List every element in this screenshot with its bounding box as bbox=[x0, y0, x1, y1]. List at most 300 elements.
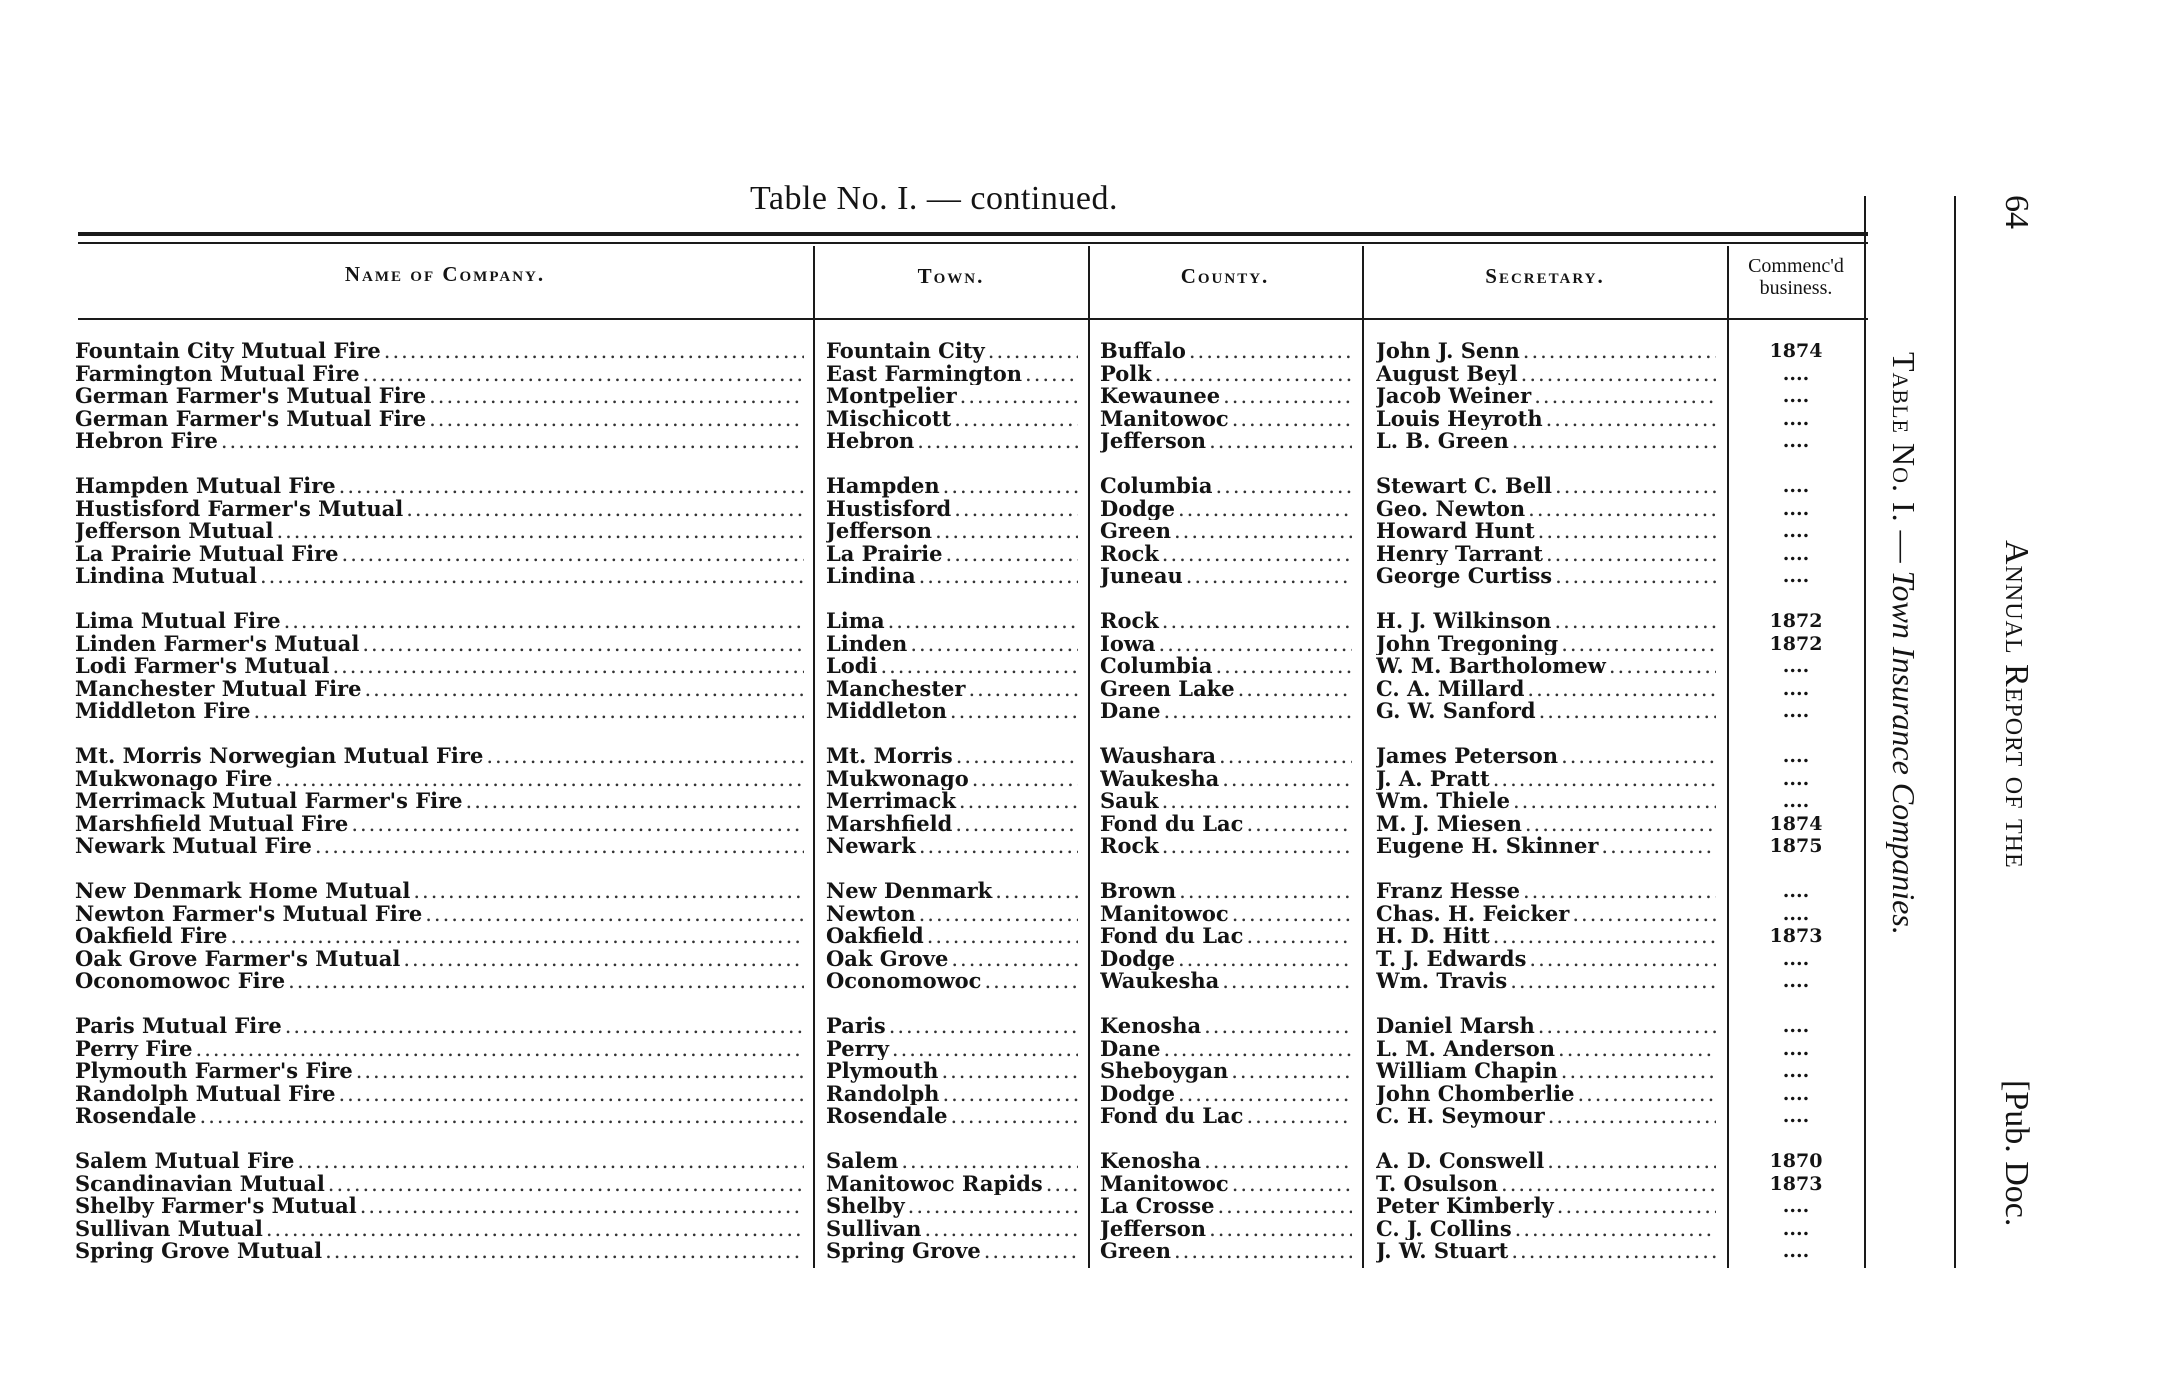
company-name-cell-text: German Farmer's Mutual Fire bbox=[75, 385, 427, 408]
company-name-cell-text: Salem Mutual Fire bbox=[75, 1150, 295, 1173]
town-cell bbox=[826, 880, 1084, 903]
town-cell bbox=[826, 1105, 1084, 1128]
row-group bbox=[1376, 340, 1722, 453]
town-cell-text: Perry bbox=[826, 1037, 889, 1060]
dot-leader bbox=[1025, 363, 1078, 386]
secretary-cell-text: C. J. Collins bbox=[1376, 1217, 1512, 1240]
town-cell-text: Mukwonago bbox=[826, 767, 969, 790]
company-name-cell-text: Randolph Mutual Fire bbox=[75, 1082, 336, 1105]
row-group bbox=[1735, 880, 1857, 993]
dot-leader bbox=[943, 475, 1078, 498]
dot-leader bbox=[1561, 633, 1716, 656]
running-head-title: Annual Report of the bbox=[1998, 540, 2035, 869]
company-name-cell-text: German Farmer's Mutual Fire bbox=[75, 407, 427, 430]
town-cell bbox=[826, 1150, 1084, 1173]
secretary-cell bbox=[1376, 543, 1722, 566]
company-name-cell-text: Newton Farmer's Mutual Fire bbox=[75, 902, 423, 925]
dot-leader bbox=[919, 903, 1078, 926]
town-cell bbox=[826, 385, 1084, 408]
county-cell-text: Kenosha bbox=[1100, 1150, 1202, 1173]
commenced-cell-text: 1874 bbox=[1769, 340, 1823, 362]
company-name-cell bbox=[75, 768, 810, 791]
secretary-cell bbox=[1376, 903, 1722, 926]
dot-leader bbox=[954, 498, 1078, 521]
dot-leader bbox=[1204, 1150, 1352, 1173]
town-cell-text: Oakfield bbox=[826, 925, 924, 948]
county-cell bbox=[1100, 1240, 1358, 1263]
secretary-cell bbox=[1376, 745, 1722, 768]
company-name-cell bbox=[75, 925, 810, 948]
secretary-cell bbox=[1376, 970, 1722, 993]
company-name-cell-text: Linden Farmer's Mutual bbox=[75, 632, 360, 655]
commenced-cell-text: .... bbox=[1782, 745, 1810, 767]
company-name-cell-text: Mt. Morris Norwegian Mutual Fire bbox=[75, 745, 484, 768]
secretary-cell bbox=[1376, 790, 1722, 813]
dot-leader bbox=[1510, 970, 1716, 993]
dot-leader bbox=[919, 565, 1078, 588]
company-name-cell-text: Manchester Mutual Fire bbox=[75, 677, 362, 700]
company-name-cell bbox=[75, 1195, 810, 1218]
row-group bbox=[75, 475, 810, 588]
dot-leader bbox=[1528, 498, 1716, 521]
dot-leader bbox=[486, 745, 804, 768]
dot-leader bbox=[1527, 678, 1716, 701]
county-cell bbox=[1100, 970, 1358, 993]
header-commenced-business bbox=[1726, 255, 1866, 299]
county-cell bbox=[1100, 1060, 1358, 1083]
commenced-cell bbox=[1735, 948, 1857, 971]
commenced-cell bbox=[1735, 835, 1857, 858]
company-name-cell bbox=[75, 363, 810, 386]
dot-leader bbox=[1219, 745, 1352, 768]
dot-leader bbox=[917, 430, 1078, 453]
company-name-cell-text: Newark Mutual Fire bbox=[75, 835, 312, 858]
commenced-cell bbox=[1735, 925, 1857, 948]
dot-leader bbox=[1529, 948, 1716, 971]
county-cell-text: Polk bbox=[1100, 362, 1152, 385]
company-name-cell-text: Middleton Fire bbox=[75, 700, 251, 723]
secretary-cell-text: T. Osulson bbox=[1376, 1172, 1499, 1195]
secretary-cell bbox=[1376, 340, 1722, 363]
commenced-cell-text: .... bbox=[1782, 1217, 1810, 1240]
dot-leader bbox=[363, 363, 804, 386]
county-cell-text: Fond du Lac bbox=[1100, 925, 1244, 948]
dot-leader bbox=[946, 543, 1078, 566]
company-name-cell bbox=[75, 565, 810, 588]
column-company-names bbox=[75, 340, 810, 1285]
county-cell bbox=[1100, 813, 1358, 836]
secretary-cell-text: Daniel Marsh bbox=[1376, 1015, 1535, 1038]
commenced-cell-text: 1873 bbox=[1769, 1172, 1823, 1195]
town-cell-text: Hebron bbox=[826, 430, 915, 453]
dot-leader bbox=[1159, 633, 1352, 656]
dot-leader bbox=[325, 1240, 804, 1263]
dot-leader bbox=[413, 880, 804, 903]
commenced-cell bbox=[1735, 1150, 1857, 1173]
company-name-cell bbox=[75, 1105, 810, 1128]
town-cell bbox=[826, 813, 1084, 836]
secretary-cell-text: August Beyl bbox=[1376, 362, 1518, 385]
row-group bbox=[826, 1015, 1084, 1128]
company-name-cell bbox=[75, 813, 810, 836]
secretary-cell-text: A. D. Conswell bbox=[1376, 1150, 1545, 1173]
town-cell bbox=[826, 1060, 1084, 1083]
dot-leader bbox=[260, 565, 804, 588]
commenced-cell bbox=[1735, 430, 1857, 453]
top-rule-thin bbox=[78, 242, 1868, 244]
dot-leader bbox=[342, 543, 804, 566]
county-cell-text: Fond du Lac bbox=[1100, 812, 1244, 835]
dot-leader bbox=[1572, 903, 1716, 926]
town-cell-text: Randolph bbox=[826, 1082, 940, 1105]
dot-leader bbox=[1215, 655, 1352, 678]
commenced-cell-text: 1872 bbox=[1769, 632, 1823, 655]
dot-leader bbox=[425, 903, 804, 926]
dot-leader bbox=[942, 1083, 1078, 1106]
town-cell-text: Mt. Morris bbox=[826, 745, 953, 768]
company-name-cell bbox=[75, 520, 810, 543]
header-town: Town. bbox=[917, 264, 985, 288]
county-cell-text: Manitowoc bbox=[1100, 1172, 1229, 1195]
dot-leader bbox=[1538, 1015, 1716, 1038]
town-cell bbox=[826, 475, 1084, 498]
town-cell-text: La Prairie bbox=[826, 542, 943, 565]
row-group bbox=[1100, 880, 1358, 993]
row-group bbox=[1735, 610, 1857, 723]
row-group bbox=[75, 745, 810, 858]
dot-leader bbox=[1162, 790, 1352, 813]
town-cell-text: Plymouth bbox=[826, 1060, 939, 1083]
dot-leader bbox=[1162, 543, 1352, 566]
company-name-cell-text: Hustisford Farmer's Mutual bbox=[75, 497, 404, 520]
row-group bbox=[1735, 1015, 1857, 1128]
commenced-cell-text: .... bbox=[1782, 362, 1810, 385]
commenced-cell bbox=[1735, 1240, 1857, 1263]
secretary-cell bbox=[1376, 1060, 1722, 1083]
row-group bbox=[1376, 610, 1722, 723]
town-cell bbox=[826, 1195, 1084, 1218]
county-cell bbox=[1100, 655, 1358, 678]
town-cell bbox=[826, 520, 1084, 543]
dot-leader bbox=[924, 1218, 1078, 1241]
column-separator bbox=[1362, 246, 1364, 1268]
dot-leader bbox=[1217, 1195, 1352, 1218]
county-cell bbox=[1100, 1195, 1358, 1218]
company-name-cell bbox=[75, 948, 810, 971]
county-cell bbox=[1100, 1015, 1358, 1038]
town-cell-text: Marshfield bbox=[826, 812, 953, 835]
dot-leader bbox=[1222, 768, 1352, 791]
commenced-cell-text: .... bbox=[1782, 542, 1810, 565]
dot-leader bbox=[1232, 408, 1352, 431]
dot-leader bbox=[362, 633, 804, 656]
county-cell bbox=[1100, 790, 1358, 813]
secretary-cell bbox=[1376, 925, 1722, 948]
secretary-cell bbox=[1376, 610, 1722, 633]
company-name-cell-text: Perry Fire bbox=[75, 1037, 193, 1060]
company-name-cell bbox=[75, 1015, 810, 1038]
secretary-cell-text: M. J. Miesen bbox=[1376, 812, 1522, 835]
dot-leader bbox=[1204, 1015, 1352, 1038]
dot-leader bbox=[968, 678, 1078, 701]
dot-leader bbox=[1174, 1240, 1352, 1263]
town-cell-text: Sullivan bbox=[826, 1217, 922, 1240]
dot-leader bbox=[1601, 835, 1716, 858]
secretary-cell-text: William Chapin bbox=[1376, 1060, 1558, 1083]
commenced-cell bbox=[1735, 363, 1857, 386]
dot-leader bbox=[1215, 475, 1352, 498]
town-cell-text: Manitowoc Rapids bbox=[826, 1172, 1043, 1195]
county-cell bbox=[1100, 1218, 1358, 1241]
secretary-cell-text: Wm. Thiele bbox=[1376, 790, 1510, 813]
row-group bbox=[826, 475, 1084, 588]
dot-leader bbox=[403, 948, 804, 971]
town-cell-text: Spring Grove bbox=[826, 1240, 981, 1263]
secretary-cell bbox=[1376, 655, 1722, 678]
town-cell bbox=[826, 498, 1084, 521]
town-cell-text: Manchester bbox=[826, 677, 966, 700]
column-separator bbox=[1088, 246, 1090, 1268]
secretary-cell-text: Stewart C. Bell bbox=[1376, 475, 1553, 498]
dot-leader bbox=[972, 768, 1078, 791]
commenced-cell bbox=[1735, 565, 1857, 588]
dot-leader bbox=[364, 678, 804, 701]
commenced-cell bbox=[1735, 700, 1857, 723]
town-cell bbox=[826, 1038, 1084, 1061]
county-cell bbox=[1100, 633, 1358, 656]
town-cell bbox=[826, 340, 1084, 363]
county-cell bbox=[1100, 340, 1358, 363]
commenced-cell bbox=[1735, 678, 1857, 701]
dot-leader bbox=[1555, 475, 1716, 498]
commenced-cell bbox=[1735, 903, 1857, 926]
dot-leader bbox=[1523, 340, 1716, 363]
secretary-cell bbox=[1376, 1150, 1722, 1173]
town-cell bbox=[826, 925, 1084, 948]
secretary-cell-text: Peter Kimberly bbox=[1376, 1195, 1554, 1218]
dot-leader bbox=[1493, 768, 1716, 791]
commenced-cell-text: .... bbox=[1782, 1037, 1810, 1060]
company-name-cell-text: Plymouth Farmer's Fire bbox=[75, 1060, 353, 1083]
town-cell-text: Hampden bbox=[826, 475, 940, 498]
town-cell-text: Newton bbox=[826, 902, 916, 925]
commenced-cell bbox=[1735, 813, 1857, 836]
company-name-cell-text: Jefferson Mutual bbox=[75, 520, 274, 543]
company-name-cell-text: Merrimack Mutual Farmer's Fire bbox=[75, 790, 463, 813]
dot-leader bbox=[927, 925, 1078, 948]
dot-leader bbox=[1162, 835, 1352, 858]
county-cell bbox=[1100, 745, 1358, 768]
secretary-cell-text: John J. Senn bbox=[1376, 340, 1520, 363]
county-cell bbox=[1100, 363, 1358, 386]
county-cell-text: Buffalo bbox=[1100, 340, 1186, 363]
dot-leader bbox=[1238, 678, 1352, 701]
dot-leader bbox=[1231, 1060, 1352, 1083]
dot-leader bbox=[950, 700, 1078, 723]
commenced-cell bbox=[1735, 790, 1857, 813]
company-name-cell bbox=[75, 475, 810, 498]
commenced-cell-text: 1873 bbox=[1769, 925, 1823, 947]
dot-leader bbox=[297, 1150, 804, 1173]
dot-leader bbox=[1548, 1105, 1716, 1128]
county-cell bbox=[1100, 498, 1358, 521]
company-name-cell-text: Hebron Fire bbox=[75, 430, 218, 453]
commenced-cell-text: .... bbox=[1782, 385, 1810, 407]
row-group bbox=[75, 610, 810, 723]
dot-leader bbox=[951, 948, 1078, 971]
dot-leader bbox=[1546, 543, 1716, 566]
county-cell-text: Sauk bbox=[1100, 790, 1159, 813]
company-name-cell-text: Mukwonago Fire bbox=[75, 767, 273, 790]
dot-leader bbox=[1232, 1173, 1352, 1196]
county-cell-text: Jefferson bbox=[1100, 1217, 1207, 1240]
commenced-cell bbox=[1735, 970, 1857, 993]
dot-leader bbox=[221, 430, 804, 453]
secretary-cell bbox=[1376, 1240, 1722, 1263]
secretary-cell bbox=[1376, 520, 1722, 543]
secretary-cell bbox=[1376, 1105, 1722, 1128]
dot-leader bbox=[956, 745, 1078, 768]
county-cell-text: Brown bbox=[1100, 880, 1177, 903]
dot-leader bbox=[1246, 1105, 1352, 1128]
commenced-cell-text: .... bbox=[1782, 1240, 1810, 1262]
town-cell bbox=[826, 543, 1084, 566]
secretary-cell-text: Jacob Weiner bbox=[1376, 385, 1532, 408]
secretary-cell bbox=[1376, 1195, 1722, 1218]
town-cell bbox=[826, 970, 1084, 993]
secretary-cell-text: Geo. Newton bbox=[1376, 497, 1526, 520]
commenced-cell-text: .... bbox=[1782, 497, 1810, 520]
row-group bbox=[75, 1015, 810, 1128]
town-cell-text: Oconomowoc bbox=[826, 970, 982, 993]
commenced-cell bbox=[1735, 1083, 1857, 1106]
county-cell-text: Dane bbox=[1100, 1037, 1161, 1060]
county-cell-text: Waushara bbox=[1100, 745, 1217, 768]
dot-leader bbox=[1163, 700, 1352, 723]
county-cell bbox=[1100, 835, 1358, 858]
dot-leader bbox=[1162, 610, 1352, 633]
town-cell bbox=[826, 903, 1084, 926]
column-towns bbox=[826, 340, 1084, 1285]
dot-leader bbox=[1558, 1038, 1716, 1061]
dot-leader bbox=[1189, 340, 1352, 363]
county-cell bbox=[1100, 430, 1358, 453]
county-cell bbox=[1100, 1173, 1358, 1196]
town-cell-text: Paris bbox=[826, 1015, 886, 1038]
dot-leader bbox=[266, 1218, 804, 1241]
county-cell-text: Iowa bbox=[1100, 632, 1156, 655]
page-number: 64 bbox=[1998, 195, 2035, 229]
secretary-cell-text: Chas. H. Feicker bbox=[1376, 902, 1570, 925]
county-cell-text: Dane bbox=[1100, 700, 1161, 723]
commenced-cell-text: .... bbox=[1782, 475, 1810, 497]
county-cell bbox=[1100, 903, 1358, 926]
company-name-cell bbox=[75, 340, 810, 363]
row-group bbox=[1100, 475, 1358, 588]
commenced-cell-text: 1874 bbox=[1769, 812, 1823, 835]
county-cell bbox=[1100, 408, 1358, 431]
dot-leader bbox=[935, 520, 1078, 543]
secretary-cell bbox=[1376, 813, 1722, 836]
town-cell bbox=[826, 835, 1084, 858]
header-secretary: Secretary. bbox=[1485, 264, 1605, 288]
dot-leader bbox=[1512, 430, 1716, 453]
commenced-cell-text: .... bbox=[1782, 700, 1810, 722]
county-cell bbox=[1100, 700, 1358, 723]
secretary-cell bbox=[1376, 408, 1722, 431]
commenced-cell bbox=[1735, 1218, 1857, 1241]
dot-leader bbox=[284, 610, 804, 633]
top-rule-thick bbox=[78, 232, 1868, 236]
county-cell-text: Columbia bbox=[1100, 475, 1213, 498]
header-county: County. bbox=[1180, 264, 1270, 288]
commenced-cell bbox=[1735, 1038, 1857, 1061]
secretary-cell bbox=[1376, 633, 1722, 656]
dot-leader bbox=[1577, 1083, 1716, 1106]
secretary-cell bbox=[1376, 1173, 1722, 1196]
company-name-cell-text: Sullivan Mutual bbox=[75, 1217, 263, 1240]
company-name-cell-text: Lindina Mutual bbox=[75, 565, 257, 588]
row-group bbox=[1735, 745, 1857, 858]
company-name-cell bbox=[75, 1060, 810, 1083]
county-cell bbox=[1100, 385, 1358, 408]
commenced-cell bbox=[1735, 633, 1857, 656]
town-cell bbox=[826, 408, 1084, 431]
county-cell-text: Manitowoc bbox=[1100, 407, 1229, 430]
town-cell-text: Merrimack bbox=[826, 790, 956, 813]
commenced-cell bbox=[1735, 1060, 1857, 1083]
secretary-cell bbox=[1376, 385, 1722, 408]
row-group bbox=[1100, 1150, 1358, 1263]
dot-leader bbox=[338, 1083, 804, 1106]
county-cell-text: Green bbox=[1100, 520, 1171, 543]
secretary-cell-text: J. A. Pratt bbox=[1376, 767, 1490, 790]
town-cell bbox=[826, 745, 1084, 768]
dot-leader bbox=[959, 790, 1078, 813]
header-commenced-line1: Commenc'd bbox=[1748, 255, 1844, 277]
side-table-dash: — bbox=[1886, 522, 1922, 571]
secretary-cell bbox=[1376, 1083, 1722, 1106]
county-cell bbox=[1100, 1150, 1358, 1173]
company-name-cell-text: Shelby Farmer's Mutual bbox=[75, 1195, 357, 1218]
county-cell bbox=[1100, 1105, 1358, 1128]
company-name-cell bbox=[75, 430, 810, 453]
dot-leader bbox=[880, 655, 1078, 678]
secretary-cell-text: James Peterson bbox=[1376, 745, 1559, 768]
commenced-cell-text: .... bbox=[1782, 1082, 1810, 1105]
county-cell-text: Rock bbox=[1100, 610, 1159, 633]
company-name-cell bbox=[75, 745, 810, 768]
row-group bbox=[1735, 475, 1857, 588]
commenced-cell-text: .... bbox=[1782, 790, 1810, 812]
dot-leader bbox=[351, 813, 804, 836]
company-name-cell bbox=[75, 835, 810, 858]
town-cell-text: Mischicott bbox=[826, 407, 952, 430]
commenced-cell bbox=[1735, 498, 1857, 521]
company-name-cell bbox=[75, 543, 810, 566]
dot-leader bbox=[429, 408, 804, 431]
dot-leader bbox=[1222, 970, 1352, 993]
company-name-cell bbox=[75, 790, 810, 813]
company-name-cell bbox=[75, 1240, 810, 1263]
dot-leader bbox=[901, 1150, 1078, 1173]
county-cell-text: Dodge bbox=[1100, 947, 1175, 970]
county-cell-text: Columbia bbox=[1100, 655, 1213, 678]
secretary-cell bbox=[1376, 835, 1722, 858]
commenced-cell bbox=[1735, 475, 1857, 498]
commenced-cell bbox=[1735, 768, 1857, 791]
row-group bbox=[1735, 340, 1857, 453]
